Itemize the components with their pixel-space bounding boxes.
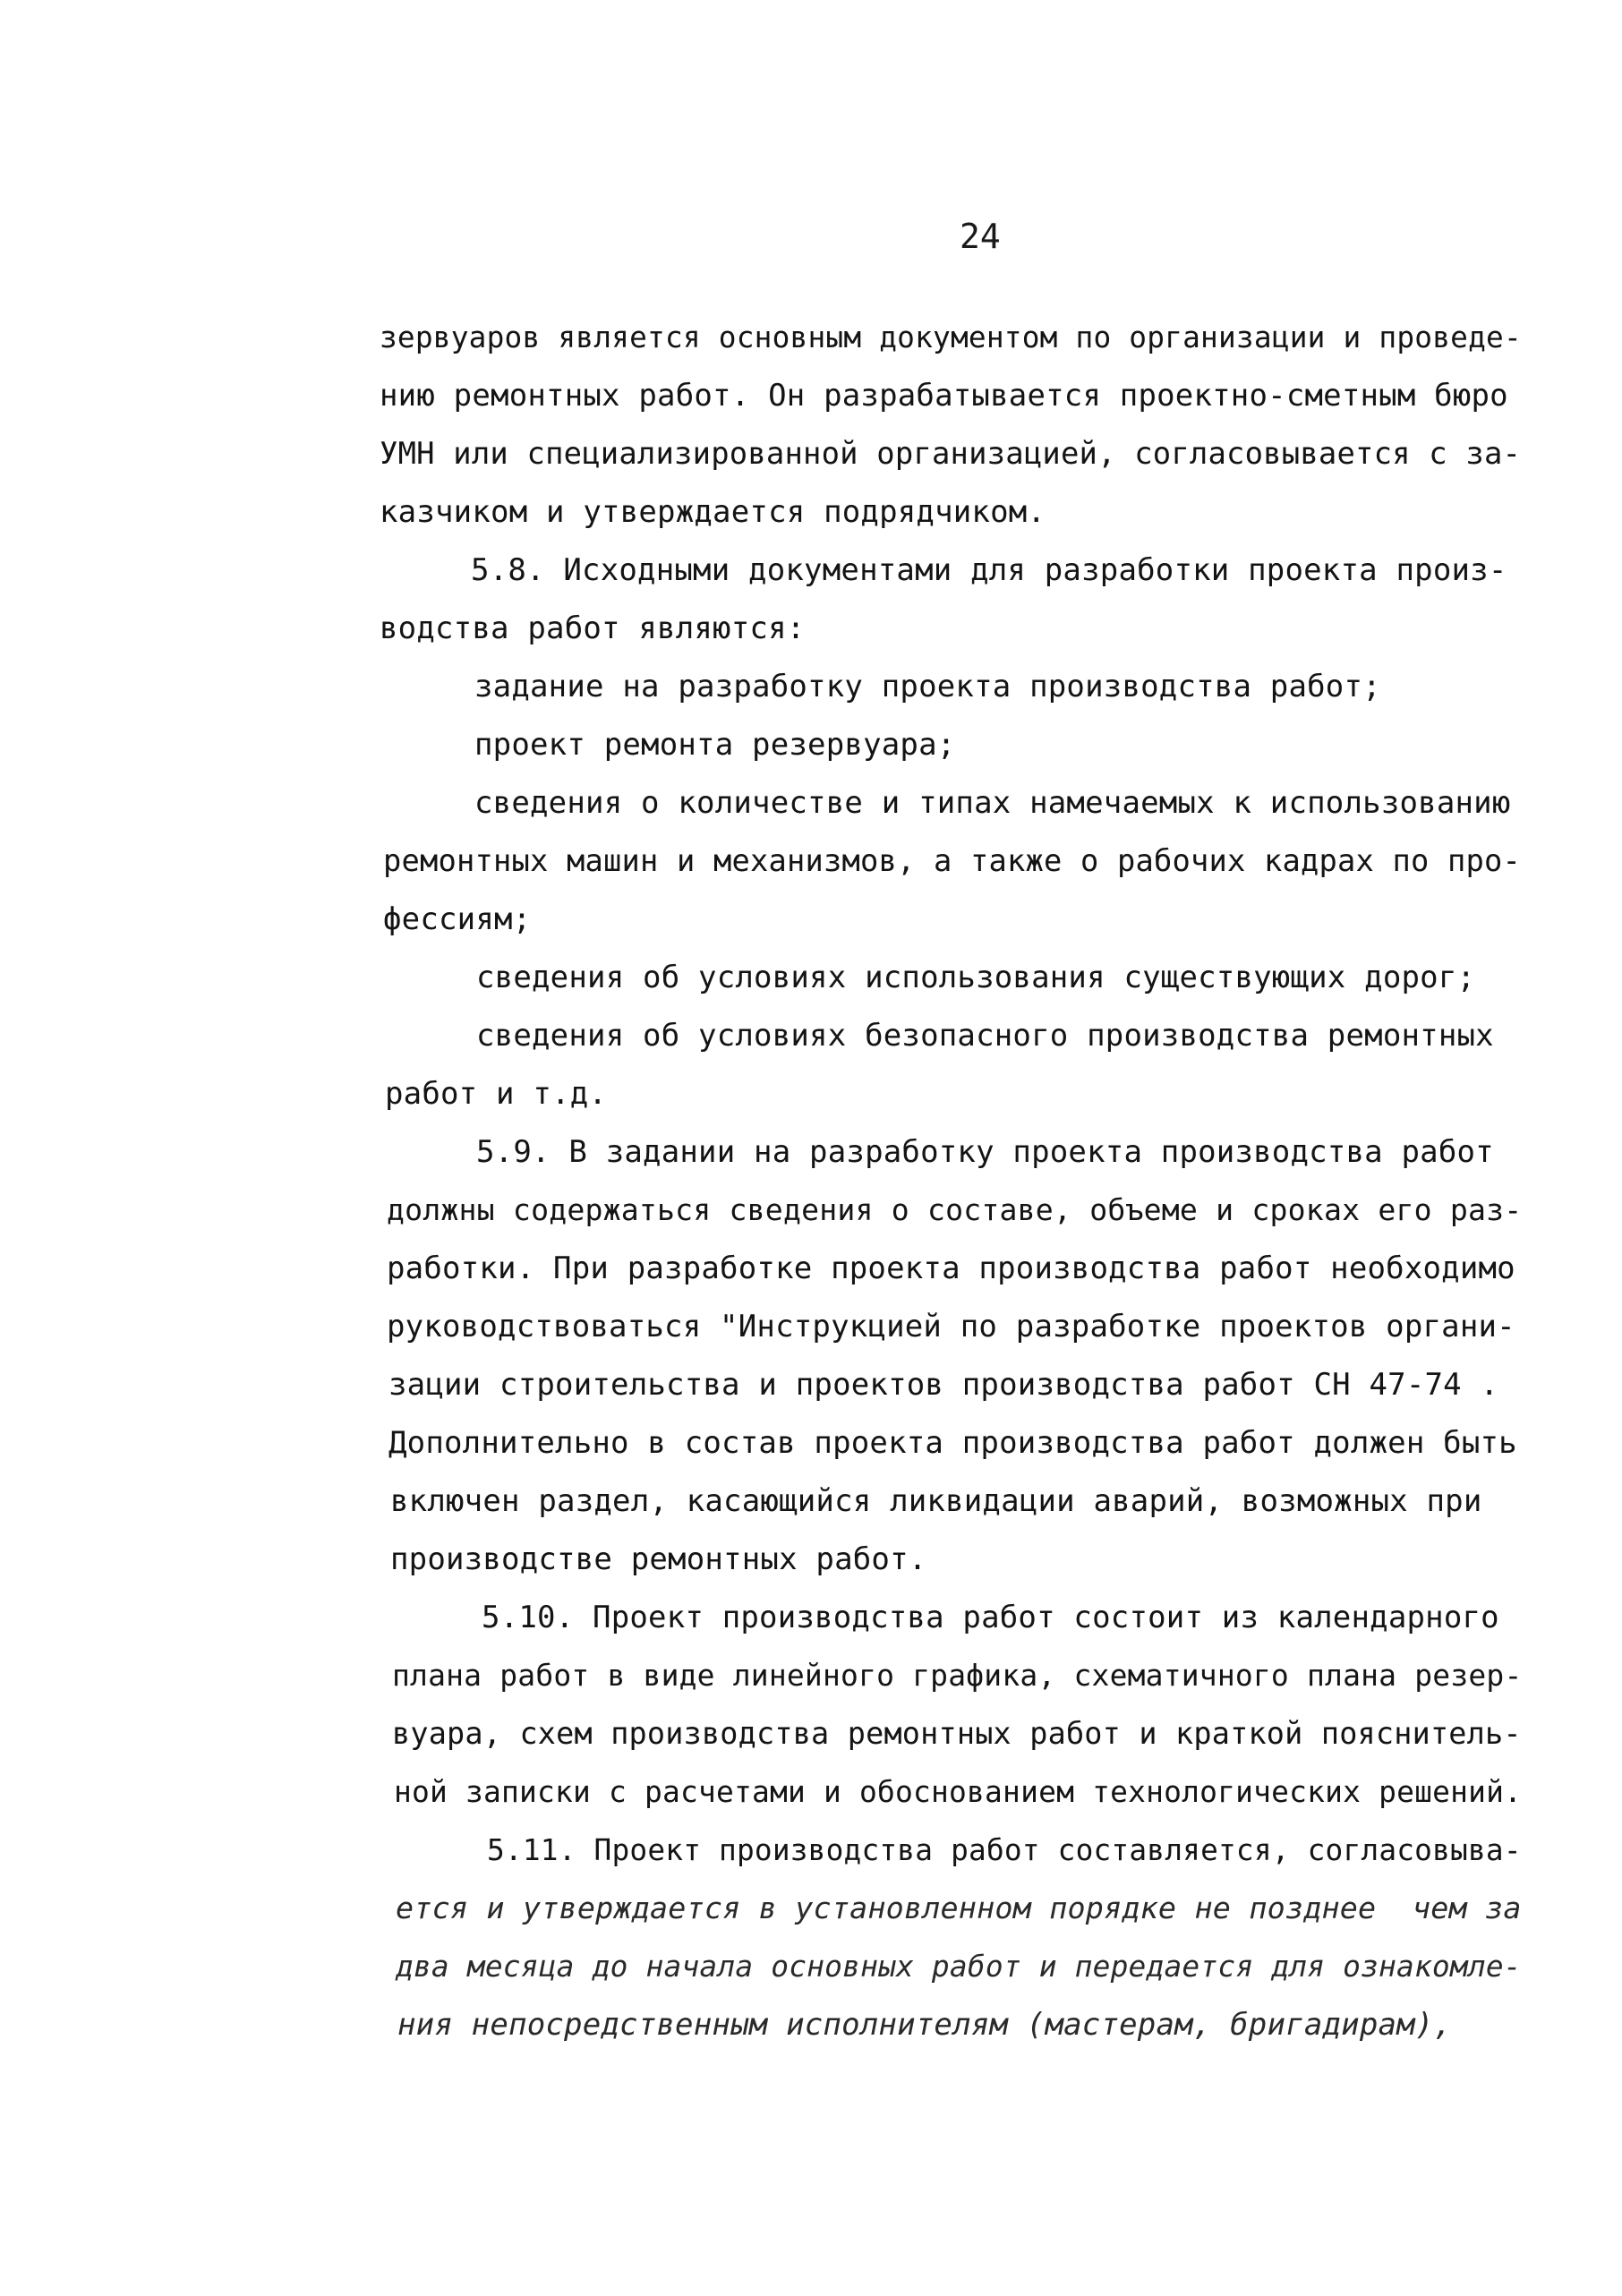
text-line: ной записки с расчетами и обоснованием технологических решений.	[394, 1774, 1523, 1809]
text-line: два месяца до начала основных работ и передается для ознакомле-	[396, 1950, 1522, 1984]
text-line: ется и утверждается в установленном порядке не позднее чем за	[396, 1891, 1522, 1925]
text-line: производстве ремонтных работ.	[390, 1541, 927, 1577]
text-line: 5.9. В задании на разработку проекта производства работ	[476, 1134, 1494, 1170]
text-line: проект ремонта резервуара;	[474, 727, 956, 763]
text-line: УМН или специализированной организацией, согласовывается с за-	[380, 436, 1522, 471]
text-line: плана работ в виде линейного графика, схематичного плана резер-	[392, 1658, 1523, 1693]
page-number: 24	[960, 217, 1001, 256]
text-line: включен раздел, касающийся ликвидации аварий, возможных при	[390, 1483, 1482, 1519]
text-line: сведения об условиях безопасного производства ремонтных	[476, 1018, 1494, 1054]
text-line: ния непосредственным исполнителям (мастерам, бригадирам),	[397, 2007, 1453, 2043]
text-line: 5.10. Проект производства работ состоит из календарного	[482, 1600, 1499, 1635]
text-line: зации строительства и проектов производства работ СН 47-74 .	[388, 1367, 1499, 1403]
text-line: Дополнительно в состав проекта производства работ должен быть	[388, 1425, 1517, 1461]
text-line: вуара, схем производства ремонтных работ и краткой пояснитель-	[392, 1716, 1522, 1751]
text-line: казчиком и утверждается подрядчиком.	[380, 494, 1046, 530]
text-line: должны содержаться сведения о составе, объеме и сроках его раз-	[387, 1192, 1523, 1227]
text-line: ремонтных машин и механизмов, а также о рабочих кадрах по про-	[383, 843, 1522, 878]
text-line: нию ремонтных работ. Он разрабатывается проектно-сметным бюро	[380, 378, 1508, 414]
text-line: 5.8. Исходными документами для разработки проекта произ-	[471, 552, 1507, 588]
text-line: зервуаров является основным документом по организации и проведе-	[380, 320, 1522, 354]
text-line: работ и т.д.	[385, 1076, 608, 1112]
text-line: сведения о количестве и типах намечаемых к использованию	[474, 785, 1511, 821]
text-line: сведения об условиях использования существующих дорог;	[476, 960, 1476, 995]
text-line: руководствоваться "Инструкцией по разработке проектов органи-	[387, 1309, 1515, 1344]
text-line: работки. При разработке проекта производства работ необходимо	[387, 1250, 1515, 1286]
text-line: фессиям;	[383, 901, 532, 937]
text-line: 5.11. Проект производства работ составляется, согласовыва-	[487, 1833, 1522, 1867]
text-line: задание на разработку проекта производства работ;	[474, 669, 1381, 704]
text-line: водства работ являются:	[380, 610, 806, 646]
